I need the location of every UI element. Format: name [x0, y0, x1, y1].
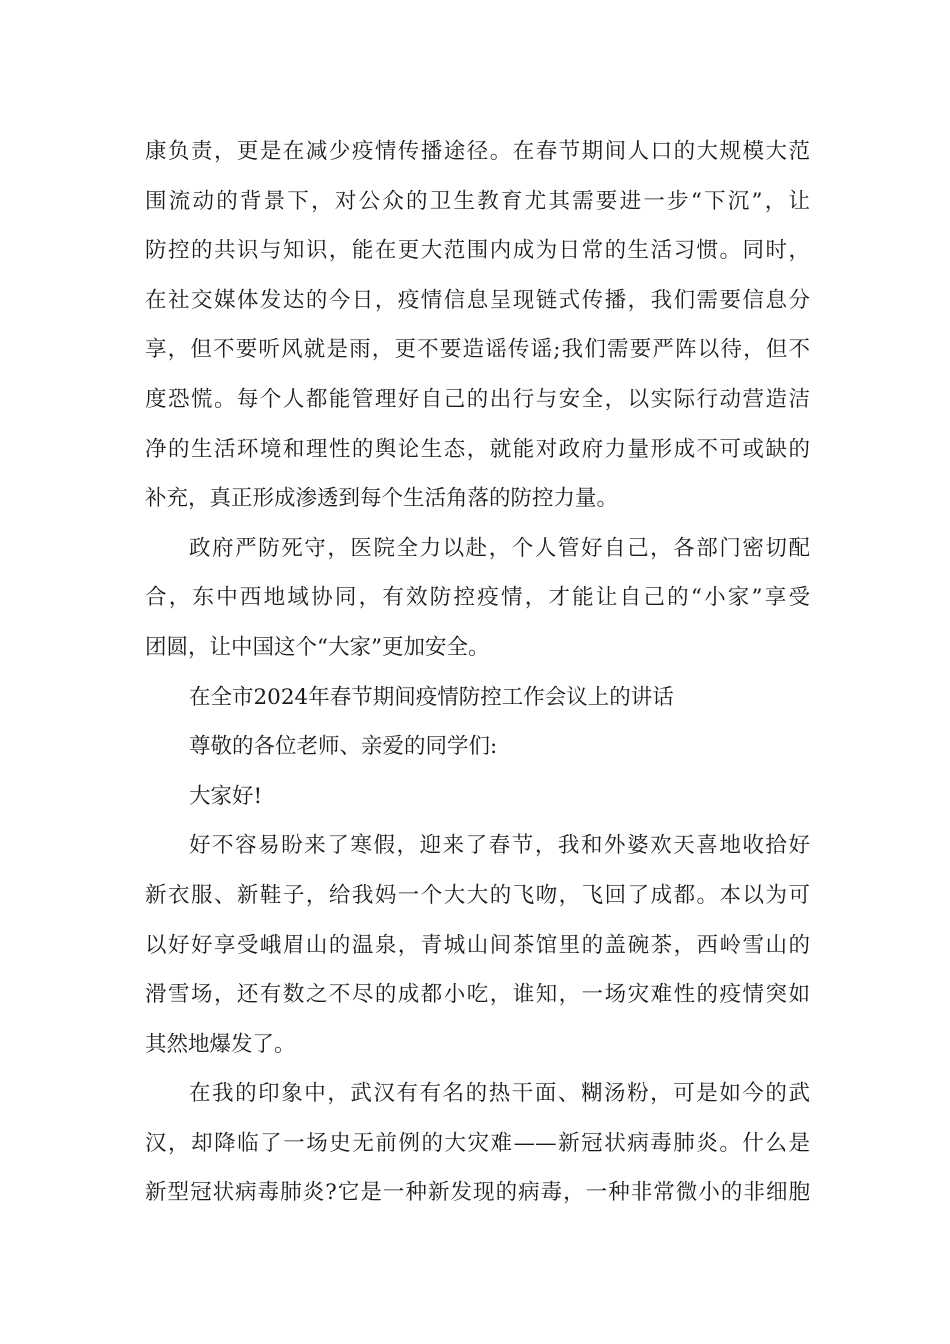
text-line: 补充，真正形成渗透到每个生活角落的防控力量。: [145, 486, 619, 512]
paragraph-6: [145, 821, 810, 1069]
text-line: 在社交媒体发达的今日，疫情信息呈现链式传播，我们需要信息分: [145, 287, 810, 313]
text-line: 尊敬的各位老师、亲爱的同学们:: [189, 734, 498, 760]
text-line: 在我的印象中，武汉有有名的热干面、糊汤粉，可是如今的武: [189, 1081, 810, 1107]
text-line: 团圆，让中国这个“大家”更加安全。: [145, 634, 490, 660]
text-line: 汉，却降临了一场史无前例的大灾难——新冠状病毒肺炎。什么是: [145, 1130, 810, 1156]
text-line: 在全市2024年春节期间疫情防控工作会议上的讲话: [189, 684, 674, 710]
text-line: 新衣服、新鞋子，给我妈一个大大的飞吻，飞回了成都。本以为可: [145, 882, 810, 908]
text-line: 政府严防死守，医院全力以赴，个人管好自己，各部门密切配: [189, 535, 810, 561]
text-line: 好不容易盼来了寒假，迎来了春节，我和外婆欢天喜地收拾好: [189, 833, 810, 859]
text-line: 滑雪场，还有数之不尽的成都小吃，谁知，一场灾难性的疫情突如: [145, 982, 810, 1008]
text-line: 享，但不要听风就是雨，更不要造谣传谣;我们需要严阵以待，但不: [145, 337, 810, 363]
text-line: 大家好!: [189, 783, 263, 809]
paragraph-7: [145, 1069, 810, 1218]
text-line: 度恐慌。每个人都能管理好自己的出行与安全，以实际行动营造洁: [145, 386, 810, 412]
greeting: [145, 772, 810, 822]
paragraph-1: [145, 127, 810, 524]
text-line: 防控的共识与知识，能在更大范围内成为日常的生活习惯。同时，: [145, 238, 810, 264]
text-line: 净的生活环境和理性的舆论生态，就能对政府力量形成不可或缺的: [145, 436, 810, 462]
document-body: [145, 127, 810, 1218]
text-line: 合，东中西地域协同，有效防控疫情，才能让自己的“小家”享受: [145, 585, 810, 611]
text-line: 新型冠状病毒肺炎?它是一种新发现的病毒，一种非常微小的非细胞: [145, 1180, 810, 1206]
salutation: [145, 722, 810, 772]
paragraph-2: [145, 524, 810, 673]
speech-title: [145, 673, 810, 723]
text-line: 其然地爆发了。: [145, 1031, 296, 1057]
text-line: 以好好享受峨眉山的温泉，青城山间茶馆里的盖碗茶，西岭雪山的: [145, 932, 810, 958]
text-line: 围流动的背景下，对公众的卫生教育尤其需要进一步“下沉”，让: [145, 188, 810, 214]
text-line: 康负责，更是在减少疫情传播途径。在春节期间人口的大规模大范: [145, 139, 810, 164]
